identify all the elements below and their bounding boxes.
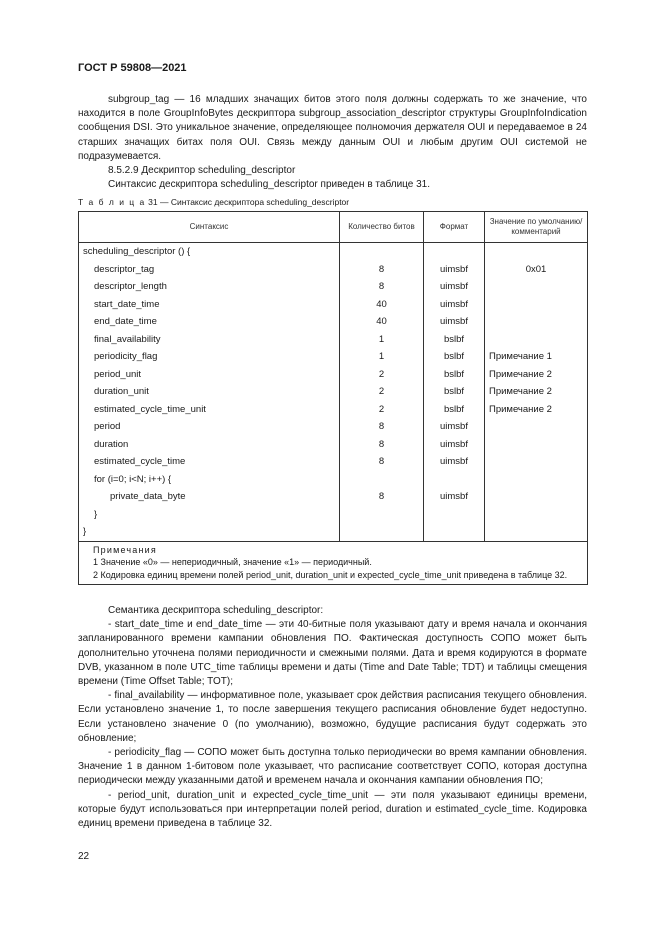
- bits-cell: 1: [378, 333, 385, 345]
- comment-cell: Примечание 2: [489, 386, 552, 397]
- format-cell: uimsbf: [440, 281, 468, 292]
- comment-cell: [485, 331, 587, 349]
- semantics-item: - periodicity_flag — СОПО может быть доступна только периодически во время кампании обновления. Значение 1 в данном 1-битовом поле указывает, что расписание соответствует СОПО, которая доступна периодически между указанными датой и временем начала и окончания кампании обновления ПО;: [78, 747, 587, 787]
- syntax-cell: end_date_time: [94, 316, 157, 327]
- table-caption-prefix: Т а б л и ц а: [78, 197, 146, 207]
- semantics-item: - period_unit, duration_unit и expected_cycle_time_unit — эти поля указывают единицы времени, которые будут использоваться при интерпретации полей period, duration и estimated_cycle_time. Кодировка единиц времени приведена в таблице 32.: [78, 789, 587, 830]
- notes-title: Примечания: [93, 544, 157, 555]
- syntax-cell: estimated_cycle_time: [94, 456, 186, 467]
- syntax-cell: start_date_time: [94, 298, 160, 310]
- format-cell: bslbf: [443, 368, 465, 380]
- syntax-table: [78, 211, 588, 585]
- comment-cell: [485, 313, 587, 331]
- format-cell: uimsbf: [440, 421, 468, 432]
- table-body-row: [79, 243, 588, 542]
- bits-cell: 40: [376, 316, 387, 327]
- comment-column: [485, 243, 588, 542]
- semantics-block: [78, 604, 587, 831]
- syntax-cell: descriptor_length: [94, 281, 167, 292]
- comment-cell: [485, 506, 587, 524]
- format-cell: uimsbf: [440, 438, 468, 450]
- table-notes-row: [79, 541, 588, 585]
- format-cell: bslbf: [443, 403, 465, 415]
- comment-cell: Примечание 1: [489, 351, 552, 362]
- format-cell: bslbf: [443, 333, 465, 345]
- intro-paragraph-2: Синтаксис дескриптора scheduling_descriptor приведен в таблице 31.: [108, 179, 431, 191]
- note-2: 2 Кодировка единиц времени полей period_unit, duration_unit и expected_cycle_time_unit приведена в таблице 32.: [93, 569, 568, 580]
- comment-cell: [485, 453, 587, 471]
- document-header: ГОСТ Р 59808—2021: [78, 62, 187, 74]
- semantics-title: Семантика дескриптора scheduling_descriptor:: [108, 605, 324, 616]
- format-column: [424, 243, 485, 542]
- comment-cell: Примечание 2: [489, 403, 552, 415]
- syntax-cell: descriptor_tag: [94, 263, 155, 275]
- syntax-cell: estimated_cycle_time_unit: [94, 403, 206, 415]
- bits-cell: 2: [378, 403, 385, 415]
- bits-cell: [340, 506, 423, 524]
- format-cell: bslbf: [443, 386, 465, 397]
- comment-cell: [485, 418, 587, 436]
- syntax-cell: }: [83, 526, 87, 537]
- format-cell: uimsbf: [440, 316, 468, 327]
- bits-cell: 2: [378, 368, 385, 380]
- semantics-item: - final_availability — информативное поле, указывает срок действия расписания текущего обновления. Если установлено значение 1, то после завершения текущего расписания обновление будет недоступно. Если установлено значение 0 (по умолчанию), возможно, будущие расписания будут содержать это обновление;: [78, 690, 587, 744]
- bits-cell: 8: [378, 491, 385, 502]
- format-cell: uimsbf: [440, 263, 468, 275]
- bits-cell: [340, 243, 423, 261]
- bits-cell: 8: [378, 438, 385, 450]
- format-cell: [424, 471, 484, 489]
- format-cell: [424, 506, 484, 524]
- syntax-cell: for (i=0; i<N; i++) {: [94, 473, 172, 485]
- header-bits: Количество битов: [340, 212, 424, 243]
- syntax-cell: scheduling_descriptor () {: [83, 246, 191, 257]
- bits-cell: 2: [378, 386, 385, 397]
- table-header-row: [79, 212, 588, 243]
- syntax-cell: final_availability: [94, 333, 161, 345]
- table-caption-text: 31 — Синтаксис дескриптора scheduling_descriptor: [148, 197, 350, 207]
- syntax-cell: private_data_byte: [110, 491, 186, 502]
- header-syntax: Синтаксис: [79, 212, 340, 243]
- comment-cell: [485, 243, 587, 261]
- syntax-cell: duration_unit: [94, 386, 149, 397]
- syntax-cell: period: [94, 421, 121, 432]
- bits-column: [340, 243, 424, 542]
- note-1: 1 Значение «0» — непериодичный, значение «1» — периодичный.: [93, 557, 372, 567]
- bits-cell: 8: [378, 421, 385, 432]
- comment-cell: [485, 296, 587, 314]
- format-cell: [424, 243, 484, 261]
- format-cell: uimsbf: [440, 456, 468, 467]
- syntax-cell: }: [94, 508, 98, 520]
- comment-cell: [485, 278, 587, 296]
- table-notes: [79, 541, 588, 585]
- table-caption: [78, 197, 349, 207]
- intro-paragraph: subgroup_tag — 16 младших значащих битов этого поля должны содержать то же значение, что находится в поле GroupInfoBytes дескриптора subgroup_association_descriptor структуры GroupInfoIndication сообщения DSI. Это уникальное значение, определяющее полномочия держателя OUI и передаваемое в 24 старших значащих битах поля OUI. Связь между данным OUI и любым другим OUI системой не подразумевается.: [78, 94, 587, 162]
- syntax-column: [79, 243, 340, 542]
- syntax-cell: period_unit: [94, 368, 142, 380]
- bits-cell: [340, 523, 423, 541]
- page-number: 22: [78, 851, 90, 862]
- bits-cell: 8: [378, 281, 385, 292]
- format-cell: bslbf: [443, 351, 465, 362]
- bits-cell: [340, 471, 423, 489]
- bits-cell: 1: [378, 351, 385, 362]
- comment-cell: [485, 488, 587, 506]
- bits-cell: 8: [378, 456, 385, 467]
- syntax-cell: periodicity_flag: [94, 351, 158, 362]
- comment-cell: [485, 471, 587, 489]
- format-cell: uimsbf: [440, 298, 468, 310]
- syntax-cell: duration: [94, 438, 129, 450]
- format-cell: [424, 523, 484, 541]
- header-format: Формат: [424, 212, 485, 243]
- header-comment: Значение по умолчанию/ комментарий: [485, 212, 588, 243]
- comment-cell: [485, 436, 587, 454]
- format-cell: uimsbf: [440, 491, 468, 502]
- bits-cell: 8: [378, 263, 385, 275]
- comment-cell: Примечание 2: [489, 368, 552, 380]
- comment-cell: 0x01: [525, 263, 547, 275]
- intro-block: [78, 93, 587, 192]
- comment-cell: [485, 523, 587, 541]
- section-heading: 8.5.2.9 Дескриптор scheduling_descriptor: [108, 165, 296, 177]
- semantics-item: - start_date_time и end_date_time — эти 40-битные поля указывают дату и время начала и окончания запланированного времени кампании обновления ПО. Фактическая доступность СОПО может быть дополнительно уточнена полями периодичности и смежными полями. Дата и время кодируются в формате DVB, указанном в поле UTC_time таблицы времени и даты (Time and Date Table; TDT) и таблицы смещения времени (Time Offset Table; TOT);: [78, 619, 587, 688]
- bits-cell: 40: [376, 298, 387, 310]
